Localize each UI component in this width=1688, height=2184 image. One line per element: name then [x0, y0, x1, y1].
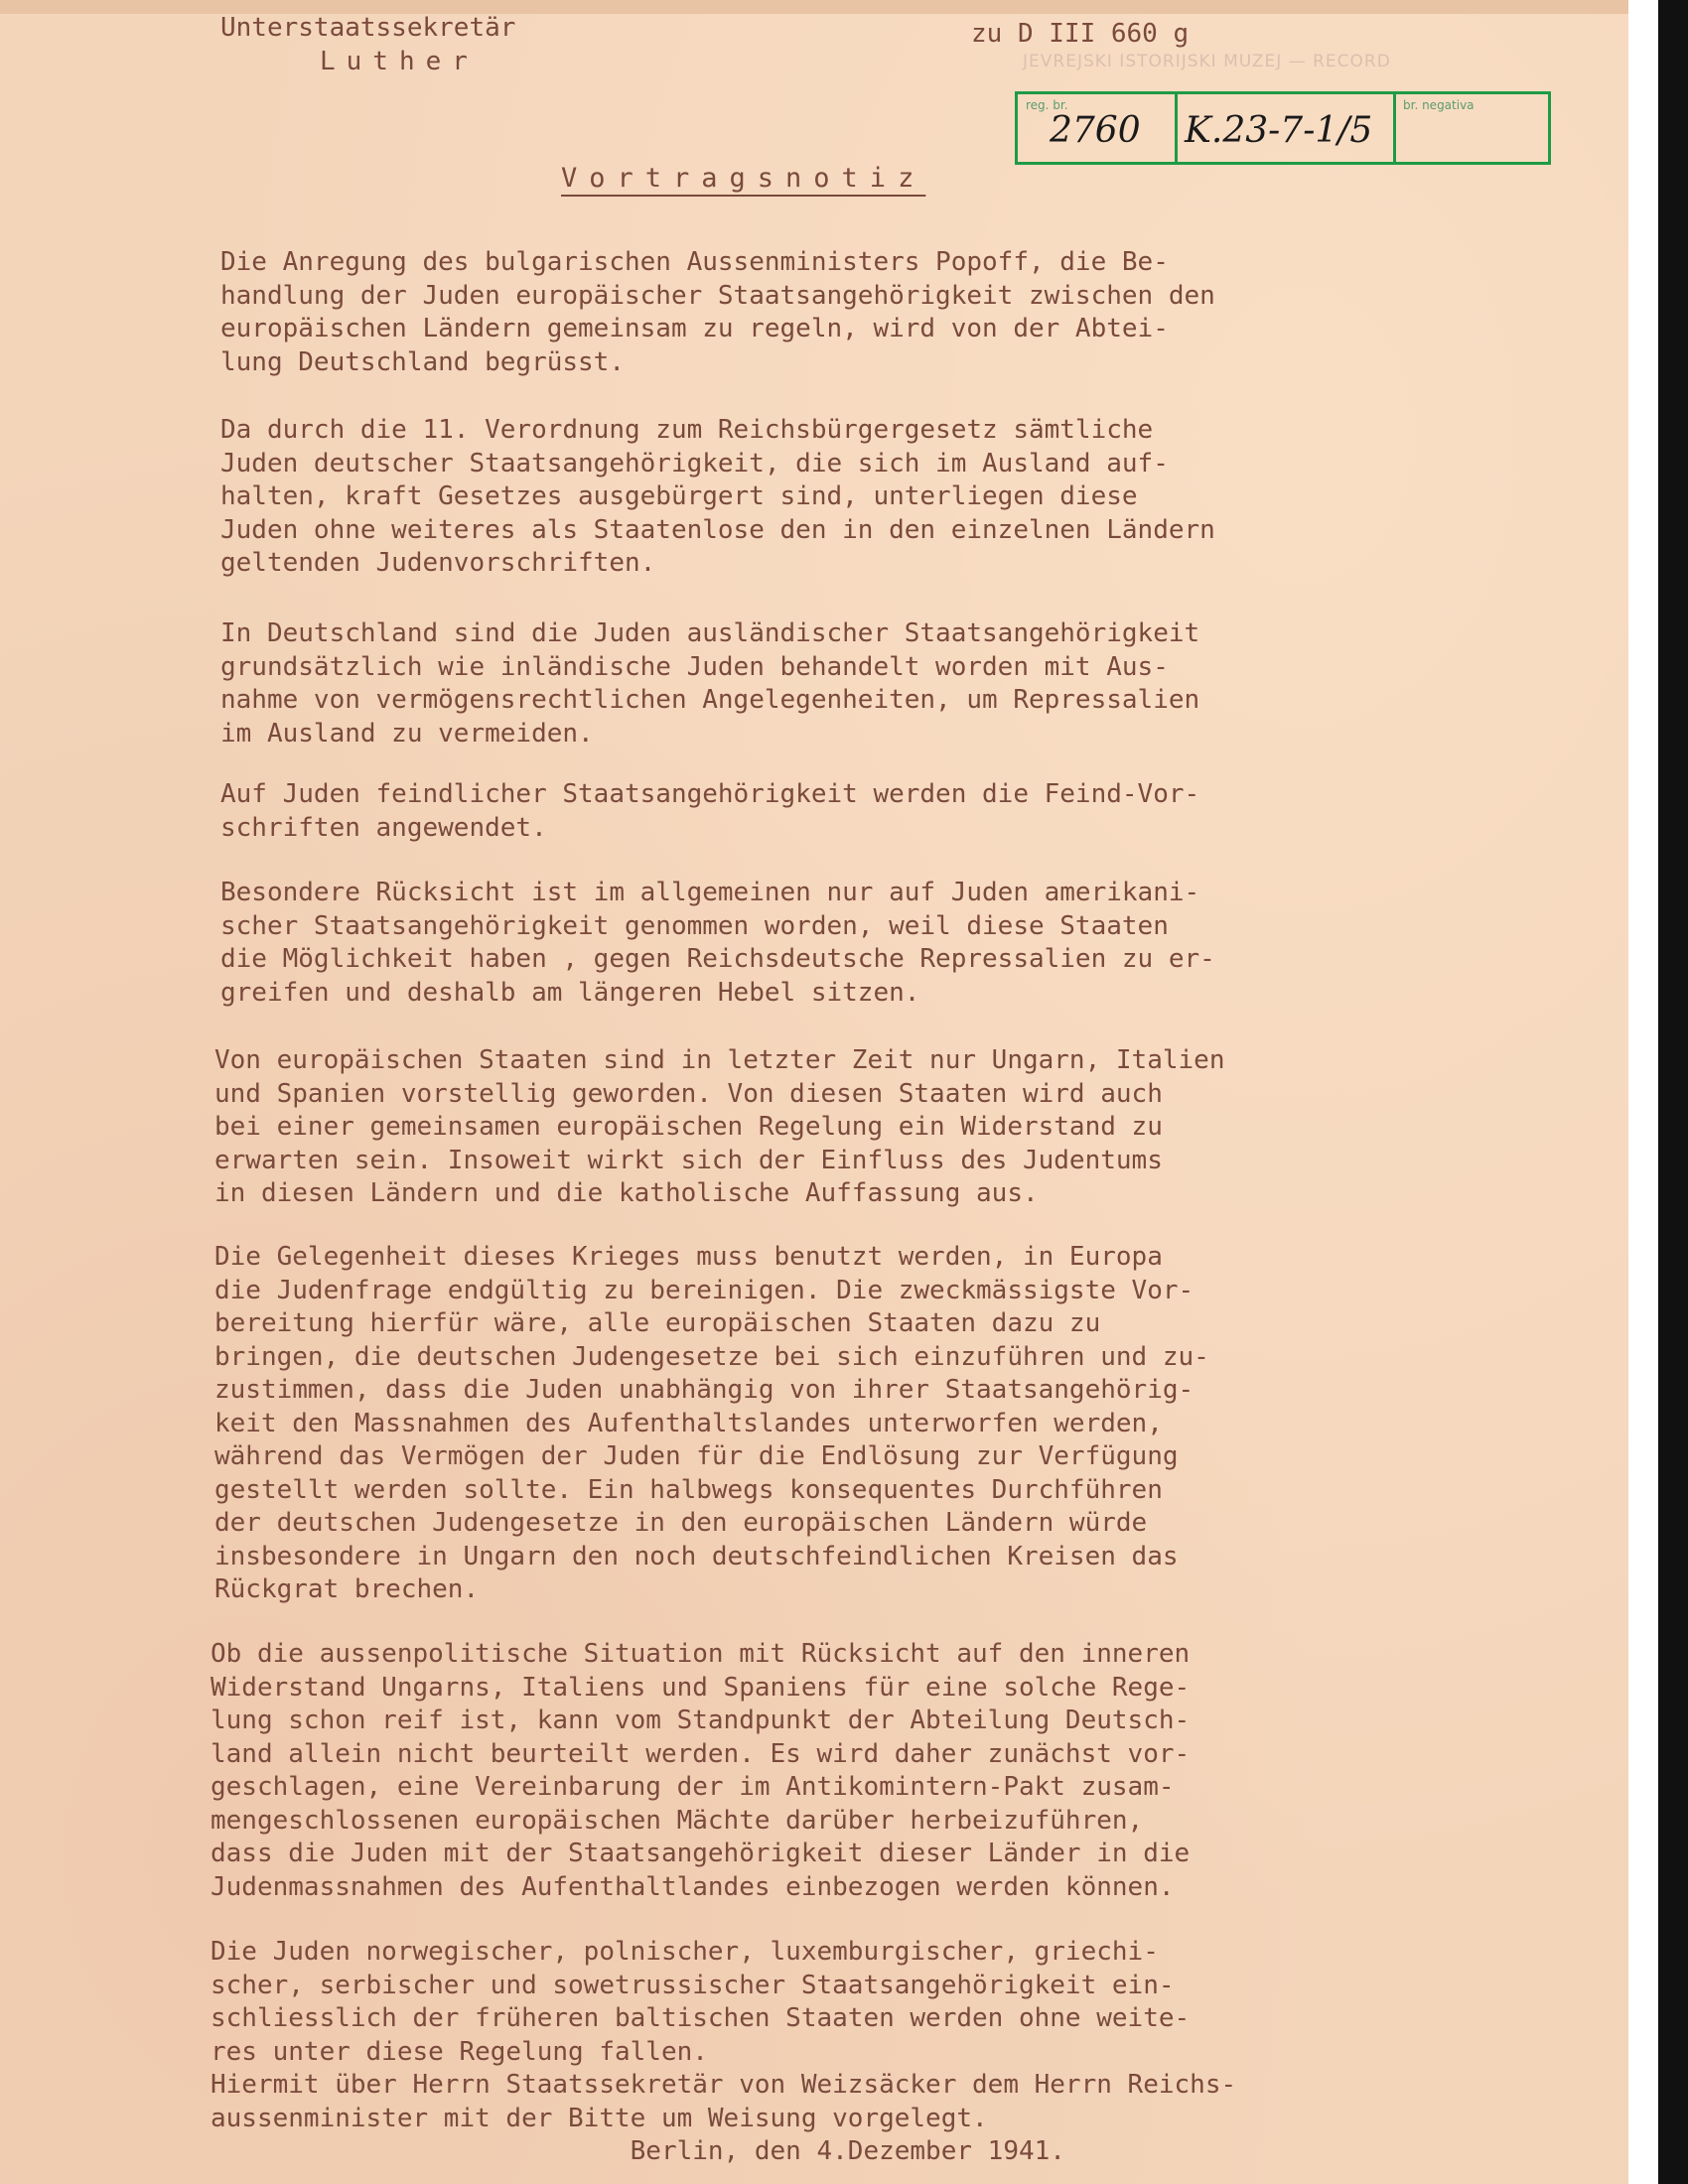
- stamp-label-left: reg. br.: [1026, 98, 1068, 112]
- scan-border: [1658, 0, 1688, 2184]
- paragraph: Besondere Rücksicht ist im allgemeinen nur auf Juden amerikani- scher Staatsangehörigkeit genommen worden, weil diese Staaten die Möglichkeit haben , gegen Reichsdeutsche Repressalien zu er- greifen und deshalb am längeren Hebel sitzen.: [220, 878, 1215, 1008]
- paragraph: Ob die aussenpolitische Situation mit Rücksicht auf den inneren Widerstand Ungarns, Italiens und Spaniens für eine solche Rege- lung schon reif ist, kann vom Standpunkt der Abteilung Deutsch- land allein nicht beurteilt werden. Es wird daher zunächst vor- geschlagen, eine Vereinbarung der im Antikomintern-Pakt zusam- mengeschlossenen europäischen Mächte darüber herbeizuführen, dass die Juden mit der Staatsangehörigkeit dieser Länder in die Judenmassnahmen des Aufenthaltlandes einbezogen werden können.: [211, 1639, 1191, 1902]
- paragraph: Auf Juden feindlicher Staatsangehörigkeit werden die Feind-Vor- schriften angewendet.: [220, 779, 1200, 843]
- paragraph: Die Anregung des bulgarischen Aussenministers Popoff, die Be- handlung der Juden europäischer Staatsangehörigkeit zwischen den europäischen Ländern gemeinsam zu regeln, wird von der Abtei- lung Deutschland begrüsst.: [220, 247, 1215, 377]
- paragraph: Von europäischen Staaten sind in letzter Zeit nur Ungarn, Italien und Spanien vorstellig geworden. Von diesen Staaten wird auch bei einer gemeinsamen europäischen Regelung ein Widerstand zu erwarten sein. Insoweit wirkt sich der Einfluss des Judentums in diesen Ländern und die katholische Auffassung aus.: [214, 1045, 1225, 1208]
- paragraph: Die Gelegenheit dieses Krieges muss benutzt werden, in Europa die Judenfrage endgültig zu bereinigen. Die zweckmässigste Vor- bereitung hierfür wäre, alle europäischen Staaten dazu zu bringen, die deutschen Judengesetze bei sich einzuführen und zu- zustimmen, dass die Juden unabhängig von ihrer Staatsangehörig- keit den Massnahmen des Aufenthaltslandes unterworfen werden, während das Vermögen der Juden für die Endlösung zur Verfügung gestellt werden sollte. Ein halbwegs konsequentes Durchführen der deutschen Judengesetze in den europäischen Ländern würde insbesondere in Ungarn den noch deutschfeindlichen Kreisen das Rückgrat brechen.: [214, 1242, 1209, 1604]
- sender-name: Luther: [320, 46, 479, 76]
- stamp-label-right: br. negativa: [1403, 98, 1475, 112]
- sender-block: [220, 12, 515, 78]
- closing-paragraph: Die Juden norwegischer, polnischer, luxemburgischer, griechi- scher, serbischer und sowetrussischer Staatsangehörigkeit ein- schliesslich der früheren baltischen Staaten werden ohne weite- res unter diese Regelung fallen. Hiermit über Herrn Staatssekretär von Weizsäcker dem Herrn Reichs- aussenminister mit der Bitte um Weisung vorgelegt. Berlin, den 4.Dezember 1941.: [211, 1937, 1237, 2166]
- registration-number: 2760: [1050, 110, 1141, 151]
- archive-stamp-text: JEVREJSKI ISTORIJSKI MUZEJ — RECORD: [1023, 52, 1391, 71]
- stamp-divider: [1393, 94, 1396, 162]
- signature-code: K.23-7-1/5: [1185, 110, 1373, 151]
- sender-title: Unterstaatssekretär: [220, 13, 516, 43]
- document-title: Vortragsnotiz: [561, 163, 926, 194]
- paragraph: Da durch die 11. Verordnung zum Reichsbürgergesetz sämtliche Juden deutscher Staatsangehörigkeit, die sich im Ausland auf- halten, kraft Gesetzes ausgebürgert sind, unterliegen diese Juden ohne weiteres als Staatenlose den in den einzelnen Ländern geltenden Judenvorschriften.: [220, 415, 1215, 578]
- reference-number: zu D III 660 g: [971, 19, 1190, 49]
- page-margin-strip: [1628, 0, 1658, 2184]
- paragraph: In Deutschland sind die Juden ausländischer Staatsangehörigkeit grundsätzlich wie inländische Juden behandelt worden mit Aus- nahme von vermögensrechtlichen Angelegenheiten, um Repressalien im Ausland zu vermeiden.: [220, 618, 1200, 749]
- registration-stamp: [1015, 91, 1551, 165]
- stamp-divider: [1175, 94, 1178, 162]
